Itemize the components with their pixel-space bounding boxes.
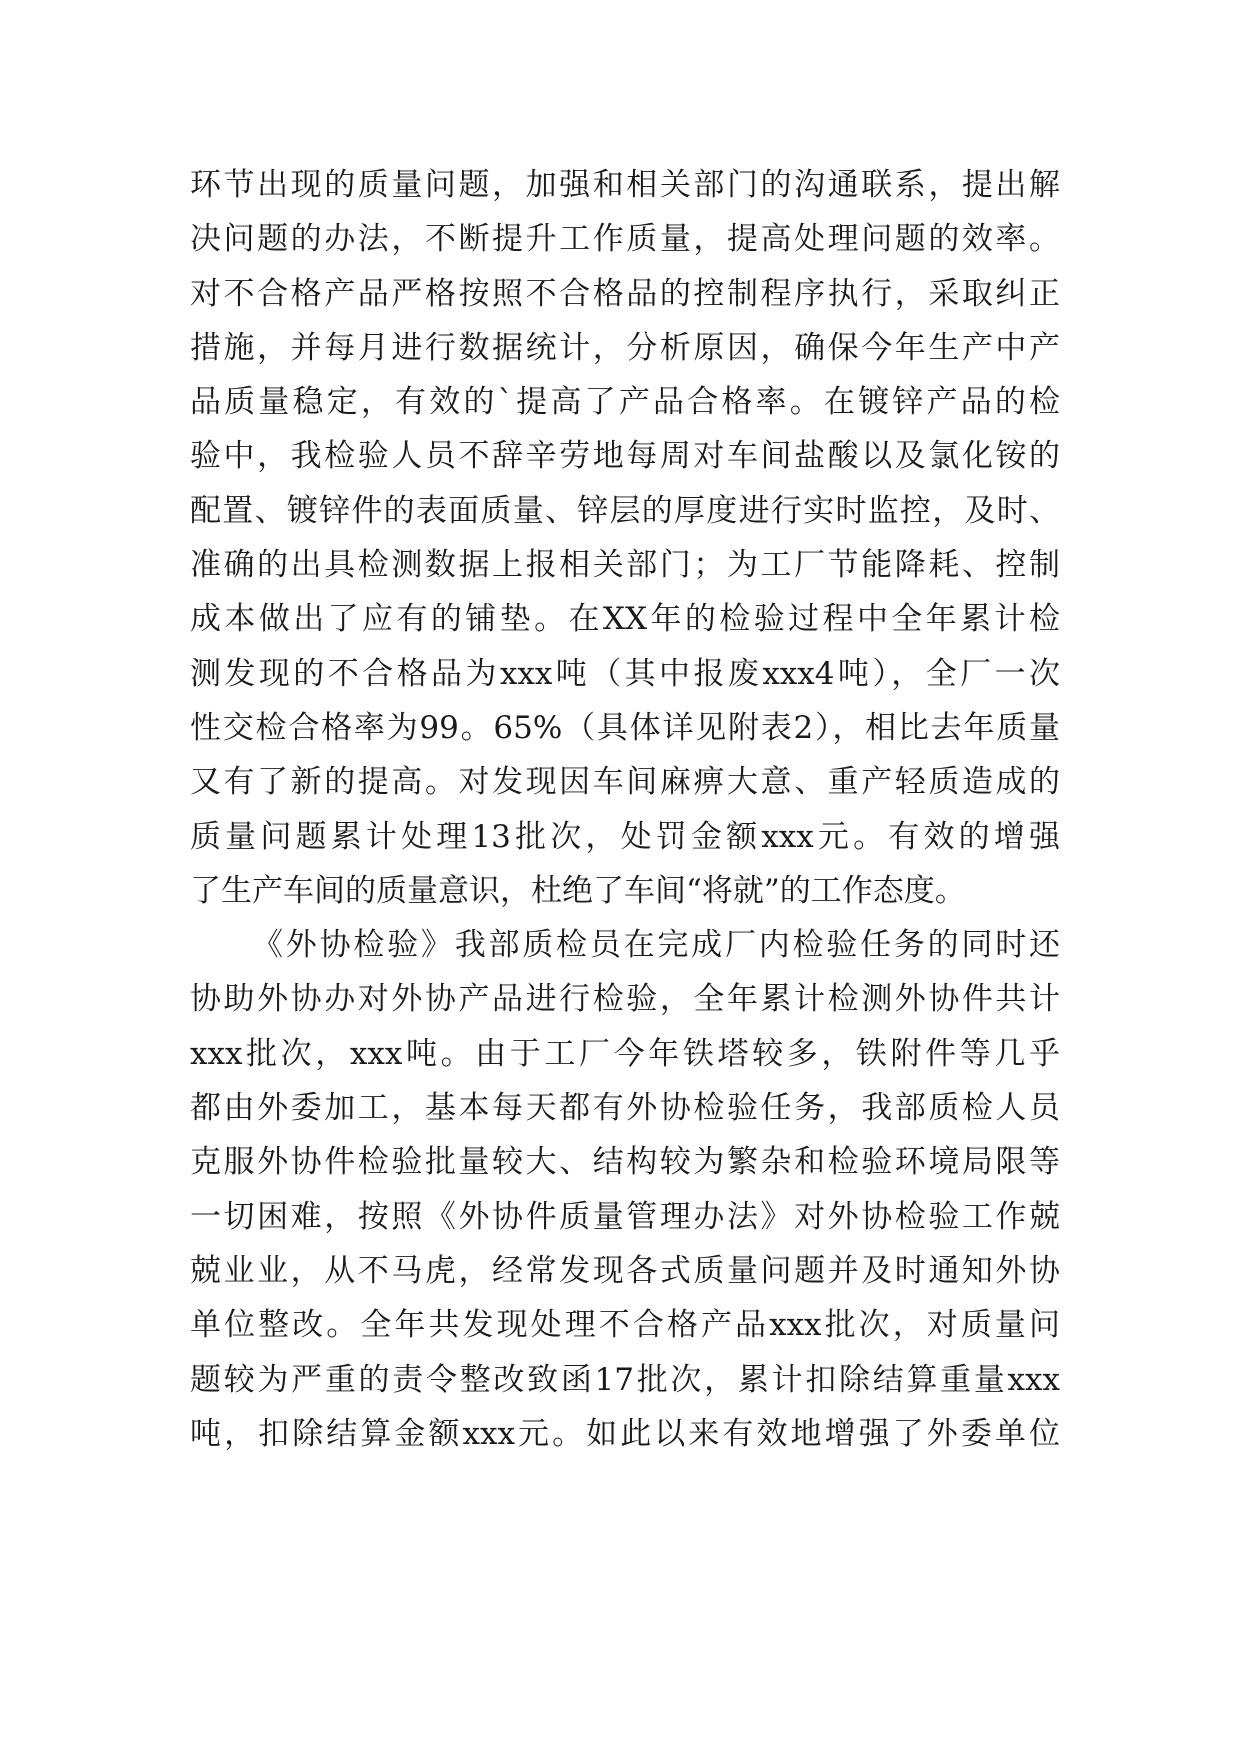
text-line: 品质量稳定，有效的`提高了产品合格率。在镀锌产品的检: [190, 384, 1060, 421]
text-line: 措施，并每月进行数据统计，分析原因，确保今年生产中产: [190, 329, 1060, 366]
text-line: 吨，扣除结算金额xxx元。如此以来有效地增强了外委单位: [190, 1415, 1060, 1452]
text-line: 题较为严重的责令整改致函17批次，累计扣除结算重量xxx: [190, 1361, 1060, 1398]
text-line: xxx批次，xxx吨。由于工厂今年铁塔较多，铁附件等几乎: [190, 1035, 1060, 1072]
text-line: 验中，我检验人员不辞辛劳地每周对车间盐酸以及氯化铵的: [190, 438, 1060, 475]
text-line: 测发现的不合格品为xxx吨（其中报废xxx4吨），全厂一次: [190, 655, 1060, 692]
text-line: 都由外委加工，基本每天都有外协检验任务，我部质检人员: [190, 1090, 1060, 1127]
text-line: 性交检合格率为99。65%（具体详见附表2），相比去年质量: [190, 709, 1060, 746]
text-line: 一切困难，按照《外协件质量管理办法》对外协检验工作兢: [190, 1198, 1060, 1235]
text-line: 兢业业，从不马虎，经常发现各式质量问题并及时通知外协: [190, 1252, 1060, 1289]
text-line: 决问题的办法，不断提升工作质量，提高处理问题的效率。: [190, 221, 1060, 258]
document-body: [190, 158, 1060, 1461]
text-line: 质量问题累计处理13批次，处罚金额xxx元。有效的增强: [190, 818, 1060, 855]
text-line: 对不合格产品严格按照不合格品的控制程序执行，采取纠正: [190, 275, 1060, 312]
text-line: 又有了新的提高。对发现因车间麻痹大意、重产轻质造成的: [190, 764, 1060, 801]
paragraph-first-line: 《外协检验》我部质检员在完成厂内检验任务的同时还: [252, 927, 1060, 964]
text-line: 成本做出了应有的铺垫。在XX年的检验过程中全年累计检: [190, 601, 1060, 638]
text-line: 协助外协办对外协产品进行检验，全年累计检测外协件共计: [190, 981, 1060, 1018]
text-line: 单位整改。全年共发现处理不合格产品xxx批次，对质量问: [190, 1307, 1060, 1344]
text-line: 克服外协件检验批量较大、结构较为繁杂和检验环境局限等: [190, 1144, 1060, 1181]
text-line: 配置、镀锌件的表面质量、锌层的厚度进行实时监控，及时、: [190, 492, 1060, 529]
text-line: 准确的出具检测数据上报相关部门；为工厂节能降耗、控制: [190, 547, 1060, 584]
text-line: 了生产车间的质量意识，杜绝了车间“将就”的工作态度。: [190, 872, 966, 909]
text-line: 环节出现的质量问题，加强和相关部门的沟通联系，提出解: [190, 167, 1060, 203]
